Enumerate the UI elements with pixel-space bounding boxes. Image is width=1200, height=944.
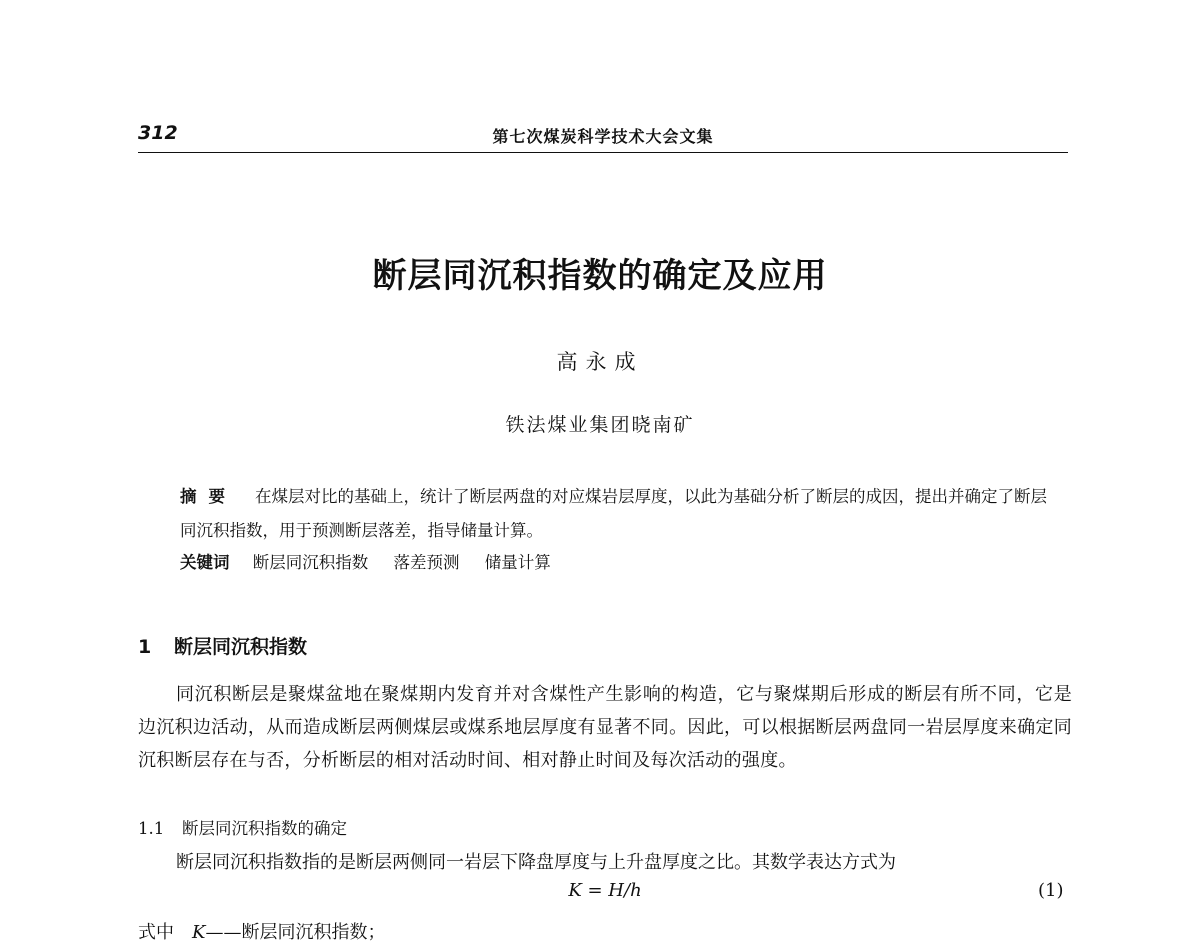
journal-title: 第七次煤炭科学技术大会文集 [492, 127, 714, 146]
abstract-label: 摘要 [180, 487, 237, 506]
equation-number: (1) [1038, 880, 1064, 901]
running-header [138, 118, 1068, 153]
abstract [180, 480, 1050, 548]
page-number: 312 [138, 122, 178, 144]
author-affiliation: 铁法煤业集团晓南矿 [505, 414, 695, 436]
section-number: 1 [138, 636, 152, 658]
where-text: ——断层同沉积指数； [205, 922, 386, 943]
keywords-label: 关键词 [180, 553, 230, 572]
subsection-number: 1.1 [138, 819, 165, 838]
keyword-item: 落差预测 [393, 553, 460, 572]
definition-text: 断层同沉积指数指的是断层两侧同一岩层下降盘厚度与上升盘厚度之比。其数学表达方式为 [176, 852, 896, 873]
where-clause [138, 918, 385, 944]
subsection-title: 断层同沉积指数的确定 [182, 819, 347, 838]
where-symbol: K [192, 922, 206, 943]
subsection-heading [138, 815, 347, 839]
abstract-text: 在煤层对比的基础上，统计了断层两盘的对应煤岩层厚度，以此为基础分析了断层的成因，提出并确定了断层同沉积指数，用于预测断层落差，指导储量计算。 [180, 487, 1047, 540]
section-heading [138, 632, 307, 659]
keyword-item: 储量计算 [484, 553, 551, 572]
equation: K = H/h [568, 880, 642, 901]
article-title: 断层同沉积指数的确定及应用 [372, 256, 828, 296]
section-title: 断层同沉积指数 [174, 636, 308, 658]
where-label: 式中 [138, 922, 174, 943]
keywords [180, 548, 571, 578]
keyword-item: 断层同沉积指数 [252, 553, 369, 572]
author-name: 高永成 [556, 350, 644, 374]
section-paragraph: 同沉积断层是聚煤盆地在聚煤期内发育并对含煤性产生影响的构造，它与聚煤期后形成的断层有所不同，它是边沉积边活动，从而造成断层两侧煤层或煤系地层厚度有显著不同。因此，可以根据断层两盘同一岩层厚度来确定同沉积断层存在与否，分析断层的相对活动时间、相对静止时间及每次活动的强度。 [138, 684, 1072, 771]
